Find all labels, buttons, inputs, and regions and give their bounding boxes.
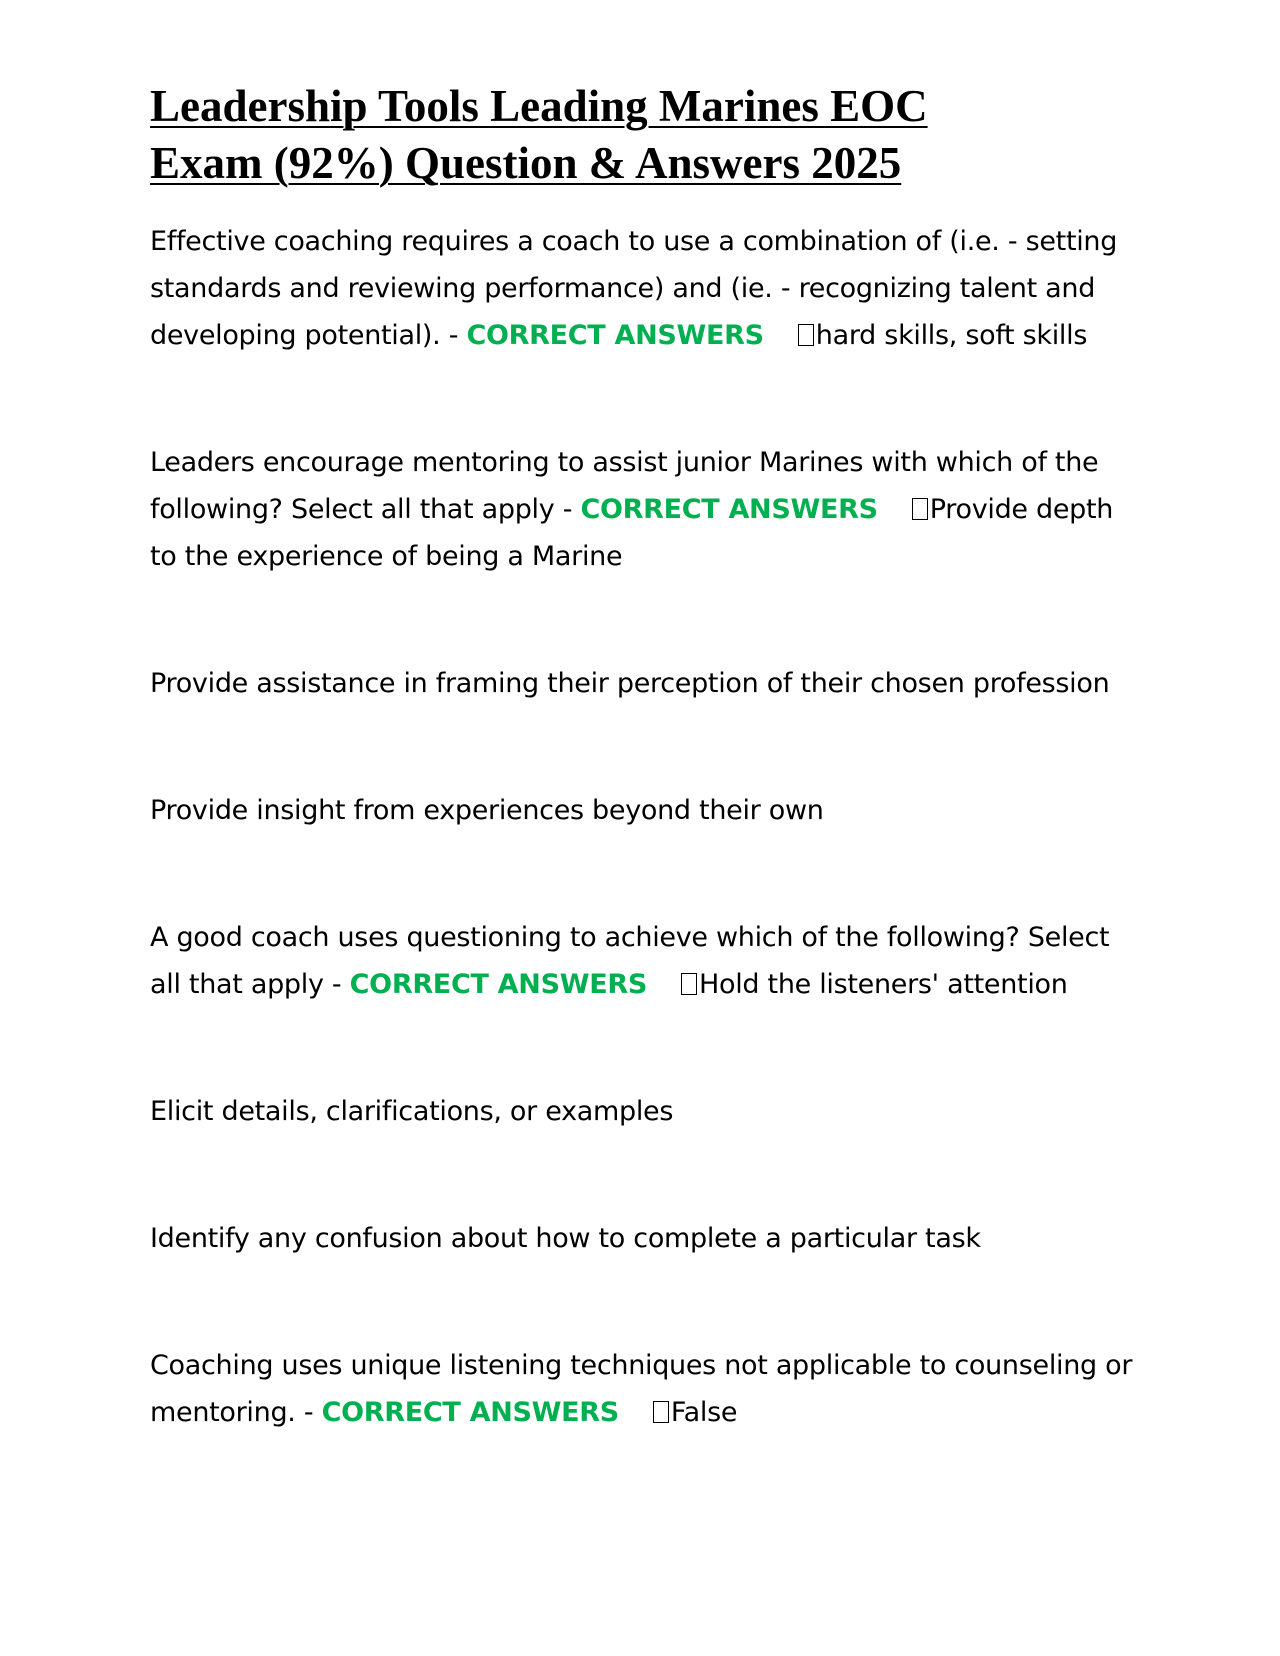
question-text: Coaching uses unique listening techniques not applicable to counseling or mentoring. - <box>150 1350 1133 1428</box>
question-text: A good coach uses questioning to achieve which of the following? Select all that apply - <box>150 922 1110 1000</box>
question-4 <box>150 1342 1140 1436</box>
answer-continuation-3: Elicit details, clarifications, or examples <box>150 1096 674 1127</box>
document-page <box>150 78 1140 1436</box>
title-line-2: Exam (92%) Question & Answers 2025 <box>150 138 902 188</box>
answer-continuation-4: Identify any confusion about how to complete a particular task <box>150 1223 981 1254</box>
document-title <box>150 78 1140 192</box>
question-2 <box>150 439 1140 580</box>
missing-glyph-icon <box>798 324 814 346</box>
missing-glyph-icon <box>912 498 928 520</box>
answer-text: Provide depth to the experience of being a Marine <box>150 494 1114 572</box>
correct-answers-label: CORRECT ANSWERS <box>580 494 878 525</box>
answer-continuation-2: Provide insight from experiences beyond their own <box>150 795 824 826</box>
title-line-1: Leadership Tools Leading Marines EOC <box>150 81 928 131</box>
answer-text: hard skills, soft skills <box>815 320 1088 351</box>
correct-answers-label: CORRECT ANSWERS <box>321 1397 619 1428</box>
question-1 <box>150 218 1140 359</box>
question-3 <box>150 914 1140 1008</box>
answer-text: False <box>670 1397 738 1428</box>
missing-glyph-icon <box>681 973 697 995</box>
missing-glyph-icon <box>653 1401 669 1423</box>
correct-answers-label: CORRECT ANSWERS <box>349 969 647 1000</box>
answer-continuation-1: Provide assistance in framing their perception of their chosen profession <box>150 668 1110 699</box>
correct-answers-label: CORRECT ANSWERS <box>466 320 764 351</box>
question-text: Leaders encourage mentoring to assist junior Marines with which of the following? Select all that apply - <box>150 447 1099 525</box>
question-text: Effective coaching requires a coach to use a combination of (i.e. - setting standards and reviewing performance) and (ie. - recognizing talent and developing potential). - <box>150 226 1118 351</box>
answer-text: Hold the listeners' attention <box>698 969 1068 1000</box>
